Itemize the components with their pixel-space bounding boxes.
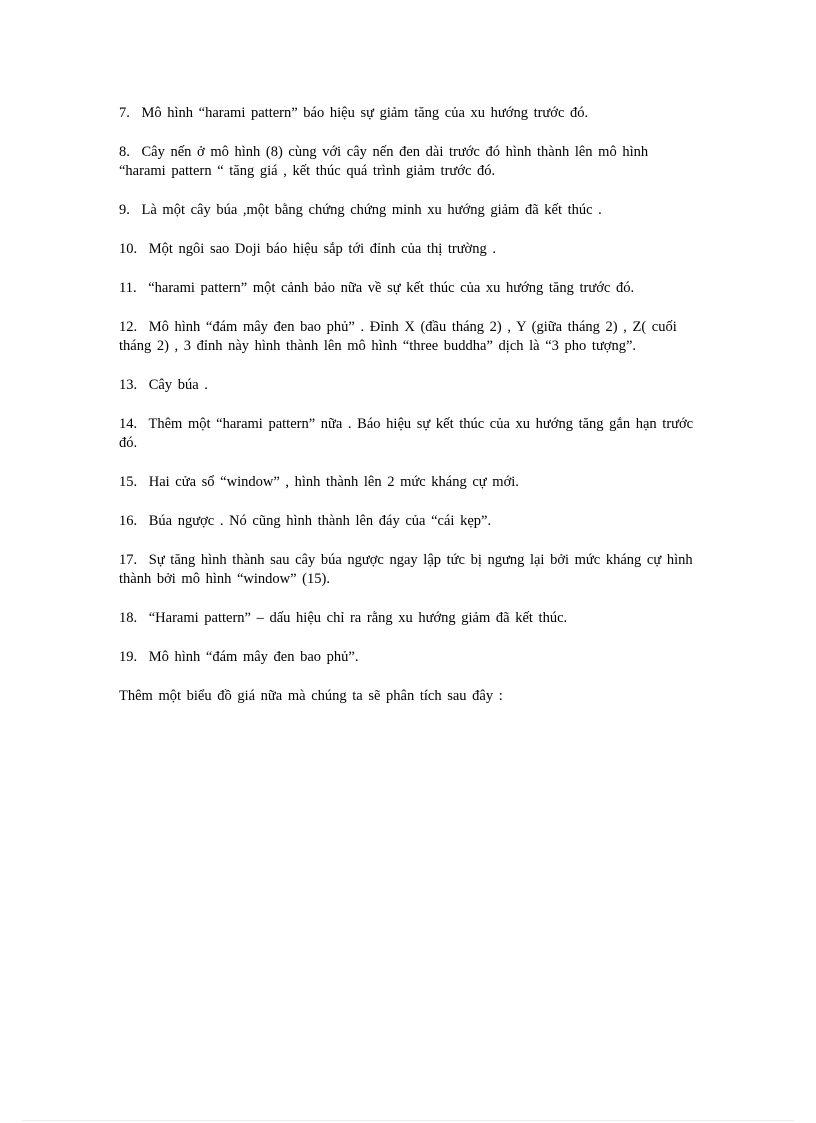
list-item [119,512,699,531]
item-text: Búa ngược . Nó cũng hình thành lên đáy của “cái kẹp”. [148,513,492,529]
item-text: Là một cây búa ,một bằng chứng chứng minh xu hướng giảm đã kết thúc . [141,202,602,218]
item-number: 8. [119,144,130,160]
item-number: 7. [119,105,130,121]
item-number: 14. [119,416,138,432]
list-item [119,318,699,356]
list-item [119,648,699,667]
list-item [119,609,699,628]
item-text: Một ngôi sao Doji báo hiệu sắp tới đỉnh của thị trường . [148,241,496,257]
item-text: Sự tăng hình thành sau cây búa ngược ngay lập tức bị ngưng lại bởi mức kháng cự hình thành bởi mô hình “window” (15). [119,552,693,587]
item-text: Hai cửa sổ “window” , hình thành lên 2 mức kháng cự mới. [148,474,519,490]
closing-paragraph: Thêm một biểu đồ giá nữa mà chúng ta sẽ phân tích sau đây : [119,688,503,704]
item-number: 15. [119,474,138,490]
item-number: 16. [119,513,138,529]
item-text: Mô hình “harami pattern” báo hiệu sự giảm tăng của xu hướng trước đó. [141,105,589,121]
page-bottom-divider [22,1120,794,1121]
item-number: 10. [119,241,138,257]
list-item [119,376,699,395]
list-item [119,279,699,298]
item-text: Mô hình “đám mây đen bao phủ” . Đỉnh X (đầu tháng 2) , Y (giữa tháng 2) , Z( cuối tháng 2) , 3 đỉnh này hình thành lên mô hình “three buddha” dịch là “3 pho tượng”. [119,319,677,354]
list-item [119,104,699,123]
item-number: 11. [119,280,137,296]
item-number: 13. [119,377,138,393]
list-item [119,551,699,589]
item-text: Mô hình “đám mây đen bao phủ”. [148,649,359,665]
item-text: “harami pattern” một cảnh bảo nữa về sự kết thúc của xu hướng tăng trước đó. [148,280,635,296]
item-text: Cây nến ở mô hình (8) cùng với cây nến đen dài trước đó hình thành lên mô hình “harami pattern “ tăng giá , kết thúc quá trình giảm trước đó. [119,144,649,179]
item-number: 19. [119,649,138,665]
list-item [119,240,699,259]
item-number: 18. [119,610,138,626]
document-body [119,104,699,726]
list-item [119,473,699,492]
item-number: 9. [119,202,130,218]
item-number: 17. [119,552,138,568]
item-text: Cây búa . [148,377,208,393]
item-number: 12. [119,319,138,335]
list-item [119,143,699,181]
list-item [119,415,699,453]
item-text: “Harami pattern” – dấu hiệu chỉ ra rằng xu hướng giảm đã kết thúc. [148,610,568,626]
list-item [119,201,699,220]
item-text: Thêm một “harami pattern” nữa . Báo hiệu sự kết thúc của xu hướng tăng gắn hạn trước đó. [119,416,694,451]
